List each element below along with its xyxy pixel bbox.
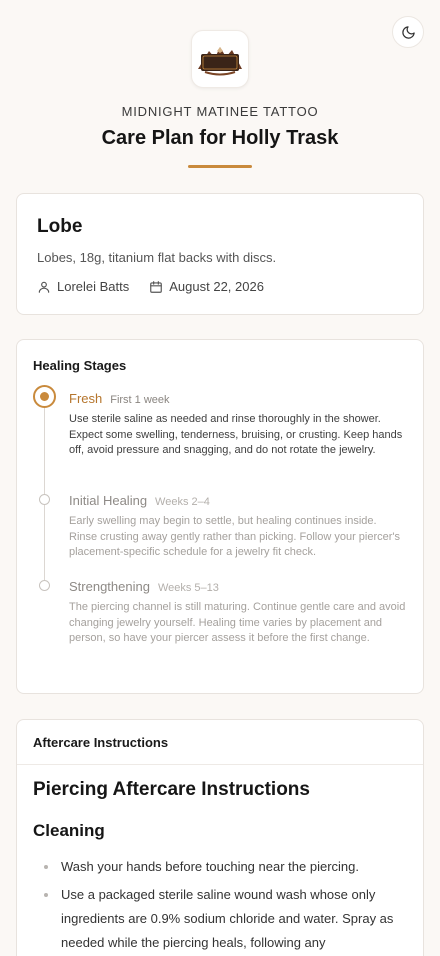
list-item: Use a packaged sterile saline wound wash whose only ingredients are 0.9% sodium chloride and water. Spray as needed while the piercing heals, following any (33, 883, 407, 955)
stage-timeframe: Weeks 5–13 (157, 582, 219, 594)
stage-name: Fresh (69, 391, 103, 406)
date-info (149, 279, 264, 294)
placement-title: Lobe (37, 216, 83, 237)
stage-strengthening (33, 579, 407, 647)
aftercare-list (33, 855, 407, 955)
stage-initial-healing (33, 493, 407, 579)
title-accent-divider (188, 165, 252, 168)
jewelry-description: Lobes, 18g, titanium flat backs with discs. (37, 250, 277, 265)
healing-stages-card (16, 339, 424, 694)
stage-current-marker (33, 385, 56, 408)
stage-description: The piercing channel is still maturing. Continue gentle care and avoid changing jewelry yourself. Healing time varies by placement and person, so have your piercer assess it before the first change. (69, 601, 406, 645)
timeline-connector (44, 505, 45, 585)
stage-description: Early swelling may begin to settle, but healing continues inside. Rinse crusting away gently rather than picking. Follow your piercer's placement-specific schedule for a jewelry fit check. (69, 515, 401, 559)
logo-badge-icon (195, 39, 245, 79)
healing-stages-heading: Healing Stages (33, 358, 127, 373)
stage-marker (39, 580, 50, 591)
appointment-date: August 22, 2026 (169, 279, 264, 294)
stage-marker (39, 494, 50, 505)
aftercare-heading: Aftercare Instructions (17, 720, 423, 765)
studio-name: MIDNIGHT MATINEE TATTOO (121, 104, 319, 119)
piercer-info (37, 279, 129, 294)
page-title: Care Plan for Holly Trask (101, 127, 339, 149)
stage-timeframe: Weeks 2–4 (155, 496, 210, 508)
aftercare-card (16, 719, 424, 956)
stage-description: Use sterile saline as needed and rinse thoroughly in the shower. Expect some swelling, tenderness, bruising, or crusting. Keep hands off, avoid pressure and snagging, and do not rotate the jewelry. (69, 413, 403, 457)
piercer-name: Lorelei Batts (57, 279, 130, 294)
studio-logo (191, 30, 249, 88)
moon-icon (401, 25, 416, 40)
stage-name: Strengthening (69, 579, 150, 594)
appointment-meta (37, 279, 403, 294)
stage-timeframe: First 1 week (110, 394, 170, 406)
user-icon (37, 280, 51, 294)
calendar-icon (149, 280, 163, 294)
stage-fresh (33, 391, 407, 493)
aftercare-section-title: Cleaning (33, 821, 105, 840)
timeline-connector (44, 408, 45, 498)
healing-timeline (33, 391, 407, 647)
stage-name: Initial Healing (69, 493, 148, 508)
theme-toggle-button[interactable] (392, 16, 424, 48)
piercing-summary-card (16, 193, 424, 315)
aftercare-content (17, 765, 423, 955)
list-item: Wash your hands before touching near the piercing. (33, 855, 407, 879)
aftercare-document-title: Piercing Aftercare Instructions (33, 779, 310, 800)
page-header (0, 0, 440, 168)
